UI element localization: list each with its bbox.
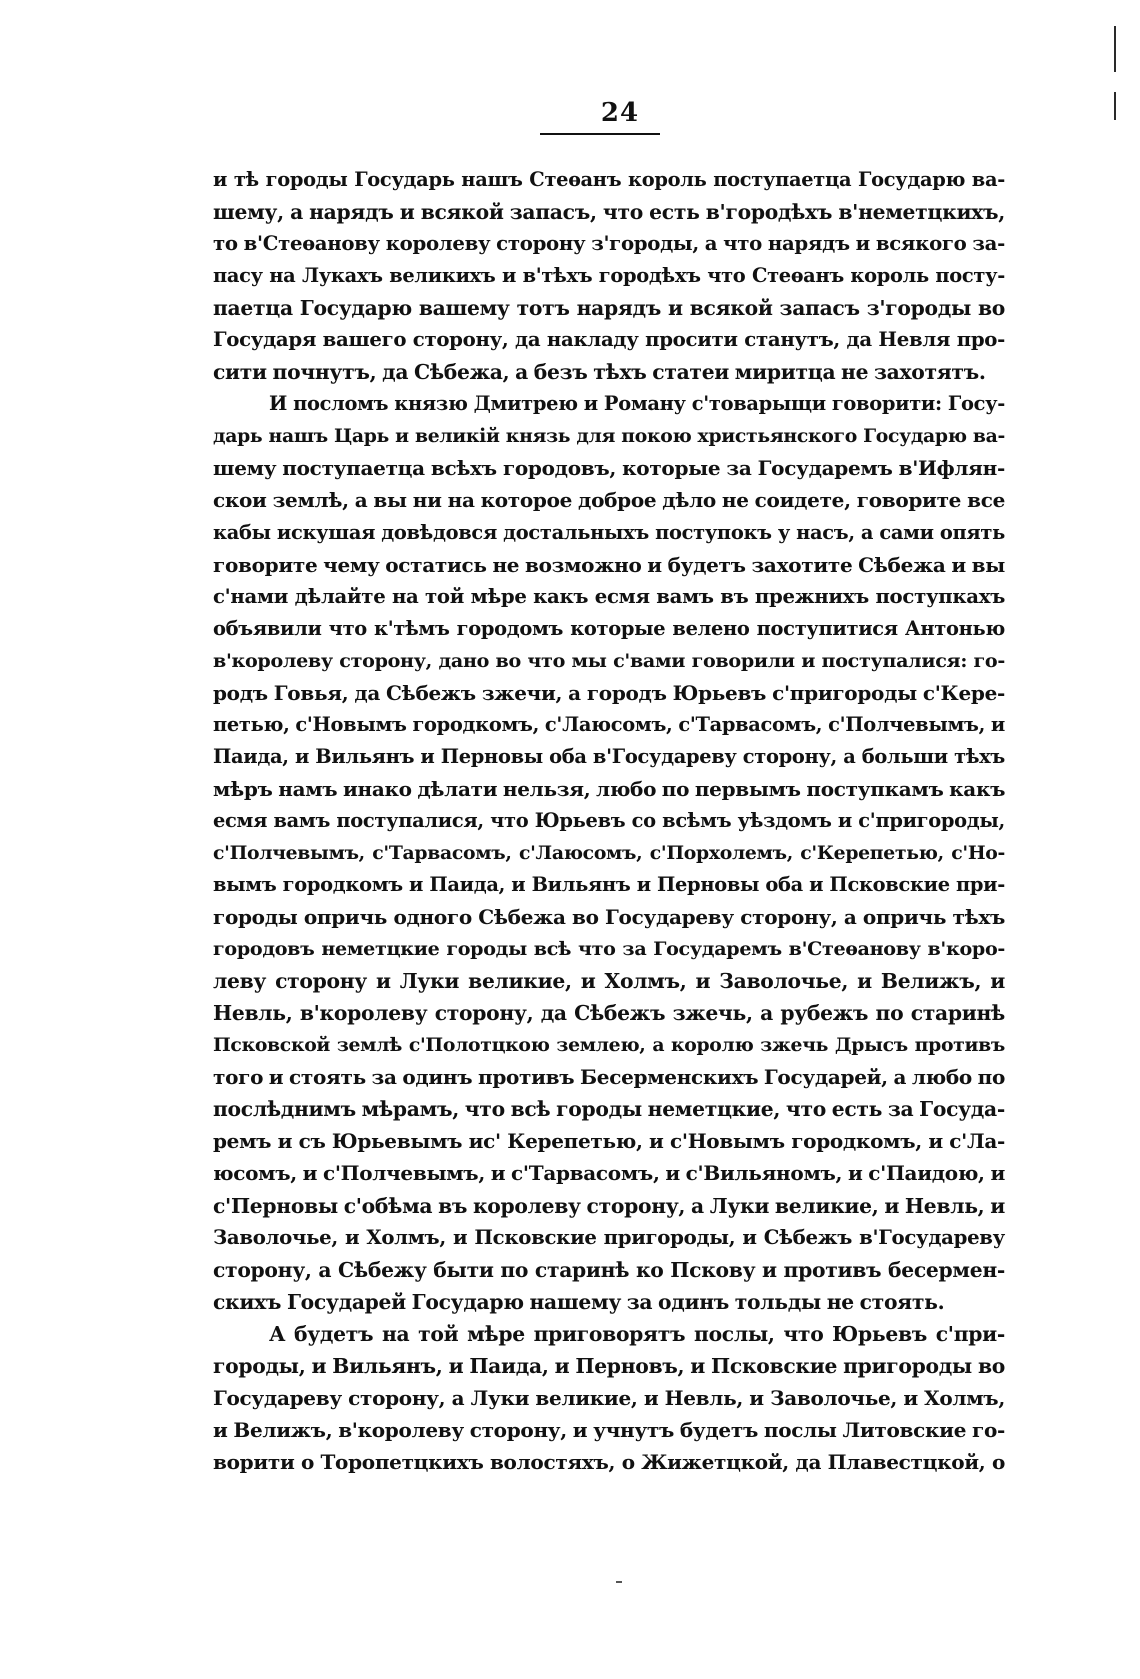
text-line: Государя вашего сторону, да накладу просити станутъ, да Невля про-	[213, 328, 1005, 352]
text-line: паетца Государю вашему тотъ нарядъ и всякой запасъ з'городы во	[213, 296, 1005, 321]
text-line: вымъ городкомъ и Паида, и Вильянъ и Перновы оба и Псковские при-	[213, 873, 1005, 897]
text-line: городовъ неметцкие городы всѣ что за Государемъ в'Стеѳанову в'коро-	[213, 937, 1005, 961]
text-line: Заволочье, и Холмъ, и Псковские пригороды, и Сѣбежъ в'Государеву	[213, 1225, 1005, 1249]
text-line: Псковской землѣ с'Полотцкою землею, а королю зжечь Дрысъ противъ	[213, 1034, 1005, 1057]
page-number-rule	[540, 133, 660, 135]
text-line: и тѣ городы Государь нашъ Стеѳанъ король поступаетца Государю ва-	[213, 168, 1005, 191]
text-line: то в'Стеѳанову королеву сторону з'городы, а что нарядъ и всякого за-	[213, 232, 1005, 256]
paragraph-first-line: И посломъ князю Дмитрею и Роману с'товарыщи говорити: Госу-	[269, 392, 1005, 416]
text-line: сторону, а Сѣбежу быти по старинѣ ко Пскову и противъ бесермен-	[213, 1257, 1005, 1282]
text-line: родъ Говья, да Сѣбежъ зжечи, а городъ Юрьевъ с'пригороды с'Кере-	[213, 680, 1005, 705]
text-line: есмя вамъ поступалися, что Юрьевъ со всѣмъ уѣздомъ и с'пригороды,	[213, 808, 1005, 832]
body-text	[213, 164, 1005, 1478]
text-line: Невль, в'королеву сторону, да Сѣбежъ зжечь, а рубежъ по старинѣ	[213, 1001, 1005, 1026]
text-line: ворити о Торопетцкихъ волостяхъ, о Жижетцкой, да Плавестцкой, о	[213, 1449, 1005, 1474]
text-line: скихъ Государей Государю нашему за одинъ тольды не стоять.	[213, 1289, 945, 1314]
text-line: и Велижъ, в'королеву сторону, и учнутъ будетъ послы Литовские го-	[213, 1417, 1005, 1442]
bottom-mark	[616, 1581, 622, 1583]
text-line: того и стоять за одинъ противъ Бесерменскихъ Государей, а любо по	[213, 1065, 1005, 1090]
text-line: с'Перновы с'обѣма въ королеву сторону, а Луки великие, и Невль, и	[213, 1193, 1005, 1218]
text-line: послѣднимъ мѣрамъ, что всѣ городы неметцкие, что есть за Госуда-	[213, 1097, 1005, 1122]
text-line: городы, и Вильянъ, и Паида, и Перновъ, и Псковские пригороды во	[213, 1353, 1005, 1378]
text-line: пасу на Лукахъ великихъ и в'тѣхъ городѣхъ что Стеѳанъ король посту-	[213, 264, 1005, 288]
text-line: мѣръ намъ инако дѣлати нельзя, любо по первымъ поступкамъ какъ	[213, 776, 1006, 801]
page-number: 24	[600, 98, 640, 128]
text-line: скои землѣ, а вы ни на которое доброе дѣло не соидете, говорите все	[213, 488, 1005, 513]
text-line: ремъ и съ Юрьевымъ ис' Керепетью, и с'Новымъ городкомъ, и с'Ла-	[213, 1129, 1005, 1154]
text-line: с'нами дѣлайте на той мѣре какъ есмя вамъ въ прежнихъ поступкахъ	[213, 584, 1005, 608]
page-edge-mark	[1114, 26, 1116, 72]
paragraph-first-line: А будетъ на той мѣре приговорятъ послы, что Юрьевъ с'при-	[269, 1321, 1005, 1346]
text-line: шему поступаетца всѣхъ городовъ, которые за Государемъ в'Ифлян-	[213, 456, 1005, 481]
text-line: в'королеву сторону, дано во что мы с'вами говорили и поступалися: го-	[213, 648, 1005, 672]
text-line: Паида, и Вильянъ и Перновы оба в'Государеву сторону, а больши тѣхъ	[213, 744, 1005, 768]
text-line: Государеву сторону, а Луки великие, и Невль, и Заволочье, и Холмъ,	[213, 1385, 1005, 1410]
text-line: кабы искушая довѣдовся достальныхъ поступокъ у насъ, а сами опять	[213, 520, 1005, 544]
text-line: юсомъ, и с'Полчевымъ, и с'Тарвасомъ, и с'Вильяномъ, и с'Паидою, и	[213, 1161, 1005, 1186]
text-line: шему, а нарядъ и всякой запасъ, что есть в'городѣхъ в'неметцкихъ,	[213, 200, 1005, 225]
page-edge-mark	[1114, 92, 1116, 120]
text-line: городы опричь одного Сѣбежа во Государеву сторону, а опричь тѣхъ	[213, 905, 1005, 930]
text-line: объявили что к'тѣмъ городомъ которые велено поступитися Антонью	[213, 616, 1005, 640]
text-line: петью, с'Новымъ городкомъ, с'Лаюсомъ, с'Тарвасомъ, с'Полчевымъ, и	[213, 712, 1005, 736]
text-line: с'Полчевымъ, с'Тарвасомъ, с'Лаюсомъ, с'Порхолемъ, с'Керепетью, с'Но-	[213, 841, 1005, 864]
text-line: дарь нашъ Царь и великій князь для покою христьянского Государю ва-	[213, 425, 1005, 448]
text-line: леву сторону и Луки великие, и Холмъ, и Заволочье, и Велижъ, и	[213, 969, 1005, 994]
text-line: говорите чему остатись не возможно и будетъ захотите Сѣбежа и вы	[213, 552, 1005, 577]
text-line: сити почнутъ, да Сѣбежа, а безъ тѣхъ статеи миритца не захотятъ.	[213, 360, 986, 385]
